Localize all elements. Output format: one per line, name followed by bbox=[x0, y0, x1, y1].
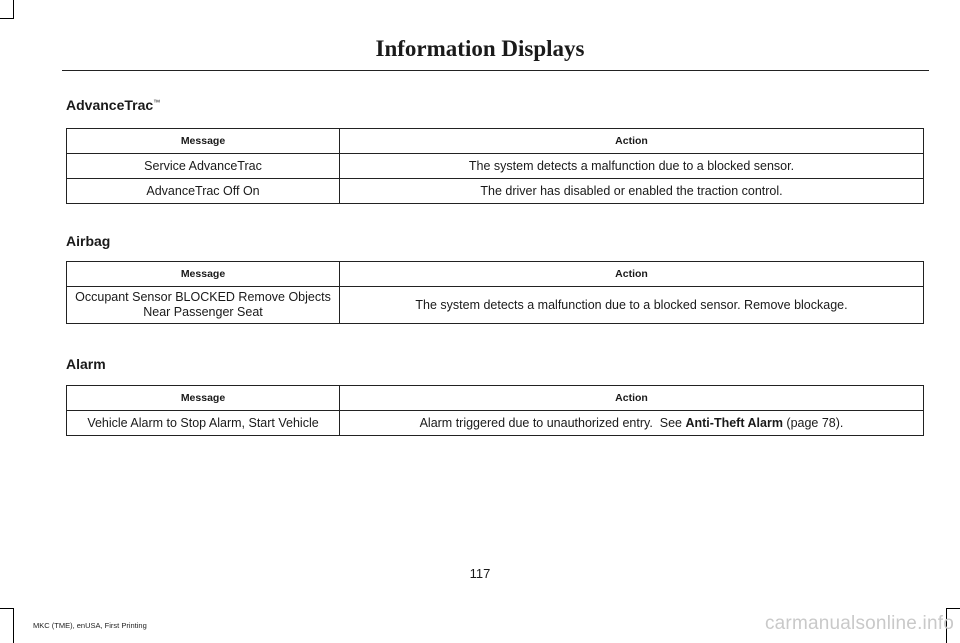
table-header-row bbox=[67, 129, 924, 154]
column-header-action: Action bbox=[340, 129, 924, 154]
crop-mark-top-left-horizontal bbox=[0, 18, 14, 19]
action-cell bbox=[340, 411, 924, 436]
message-cell: Service AdvanceTrac bbox=[67, 154, 340, 179]
crop-mark-bottom-right-horizontal bbox=[946, 608, 960, 609]
action-cell: The system detects a malfunction due to a blocked sensor. Remove blockage. bbox=[340, 287, 924, 324]
table-row bbox=[67, 411, 924, 436]
airbag-table bbox=[66, 261, 924, 324]
section-heading-alarm: Alarm bbox=[66, 356, 106, 372]
crop-mark-bottom-left-horizontal bbox=[0, 608, 14, 609]
page-title: Information Displays bbox=[375, 36, 585, 61]
page-reference: (page 78). bbox=[782, 416, 844, 430]
section-heading-airbag: Airbag bbox=[66, 233, 111, 249]
table-header-row bbox=[67, 386, 924, 411]
page-number: 117 bbox=[469, 566, 491, 581]
column-header-action: Action bbox=[340, 386, 924, 411]
table-row bbox=[67, 154, 924, 179]
column-header-message: Message bbox=[67, 386, 340, 411]
crop-mark-bottom-left-vertical bbox=[13, 608, 14, 643]
header-rule bbox=[62, 70, 929, 71]
table-header-row bbox=[67, 262, 924, 287]
advancetrac-table bbox=[66, 128, 924, 204]
watermark: carmanualsonline.info bbox=[764, 613, 954, 634]
action-text: Alarm triggered due to unauthorized entry. See bbox=[419, 416, 686, 430]
message-cell: Vehicle Alarm to Stop Alarm, Start Vehicle bbox=[67, 411, 340, 436]
anti-theft-alarm-link[interactable]: Anti-Theft Alarm bbox=[685, 416, 783, 430]
message-cell: AdvanceTrac Off On bbox=[67, 179, 340, 204]
column-header-action: Action bbox=[340, 262, 924, 287]
trademark-mark: ™ bbox=[153, 99, 161, 107]
column-header-message: Message bbox=[67, 129, 340, 154]
alarm-table bbox=[66, 385, 924, 436]
column-header-message: Message bbox=[67, 262, 340, 287]
crop-mark-top-left-vertical bbox=[13, 0, 14, 18]
printing-note: MKC (TME), enUSA, First Printing bbox=[33, 621, 147, 630]
table-row bbox=[67, 179, 924, 204]
action-cell: The system detects a malfunction due to a blocked sensor. bbox=[340, 154, 924, 179]
table-row bbox=[67, 287, 924, 324]
action-cell: The driver has disabled or enabled the traction control. bbox=[340, 179, 924, 204]
message-cell: Occupant Sensor BLOCKED Remove Objects Near Passenger Seat bbox=[67, 287, 340, 324]
section-heading-advancetrac: AdvanceTrac™ bbox=[66, 97, 161, 113]
